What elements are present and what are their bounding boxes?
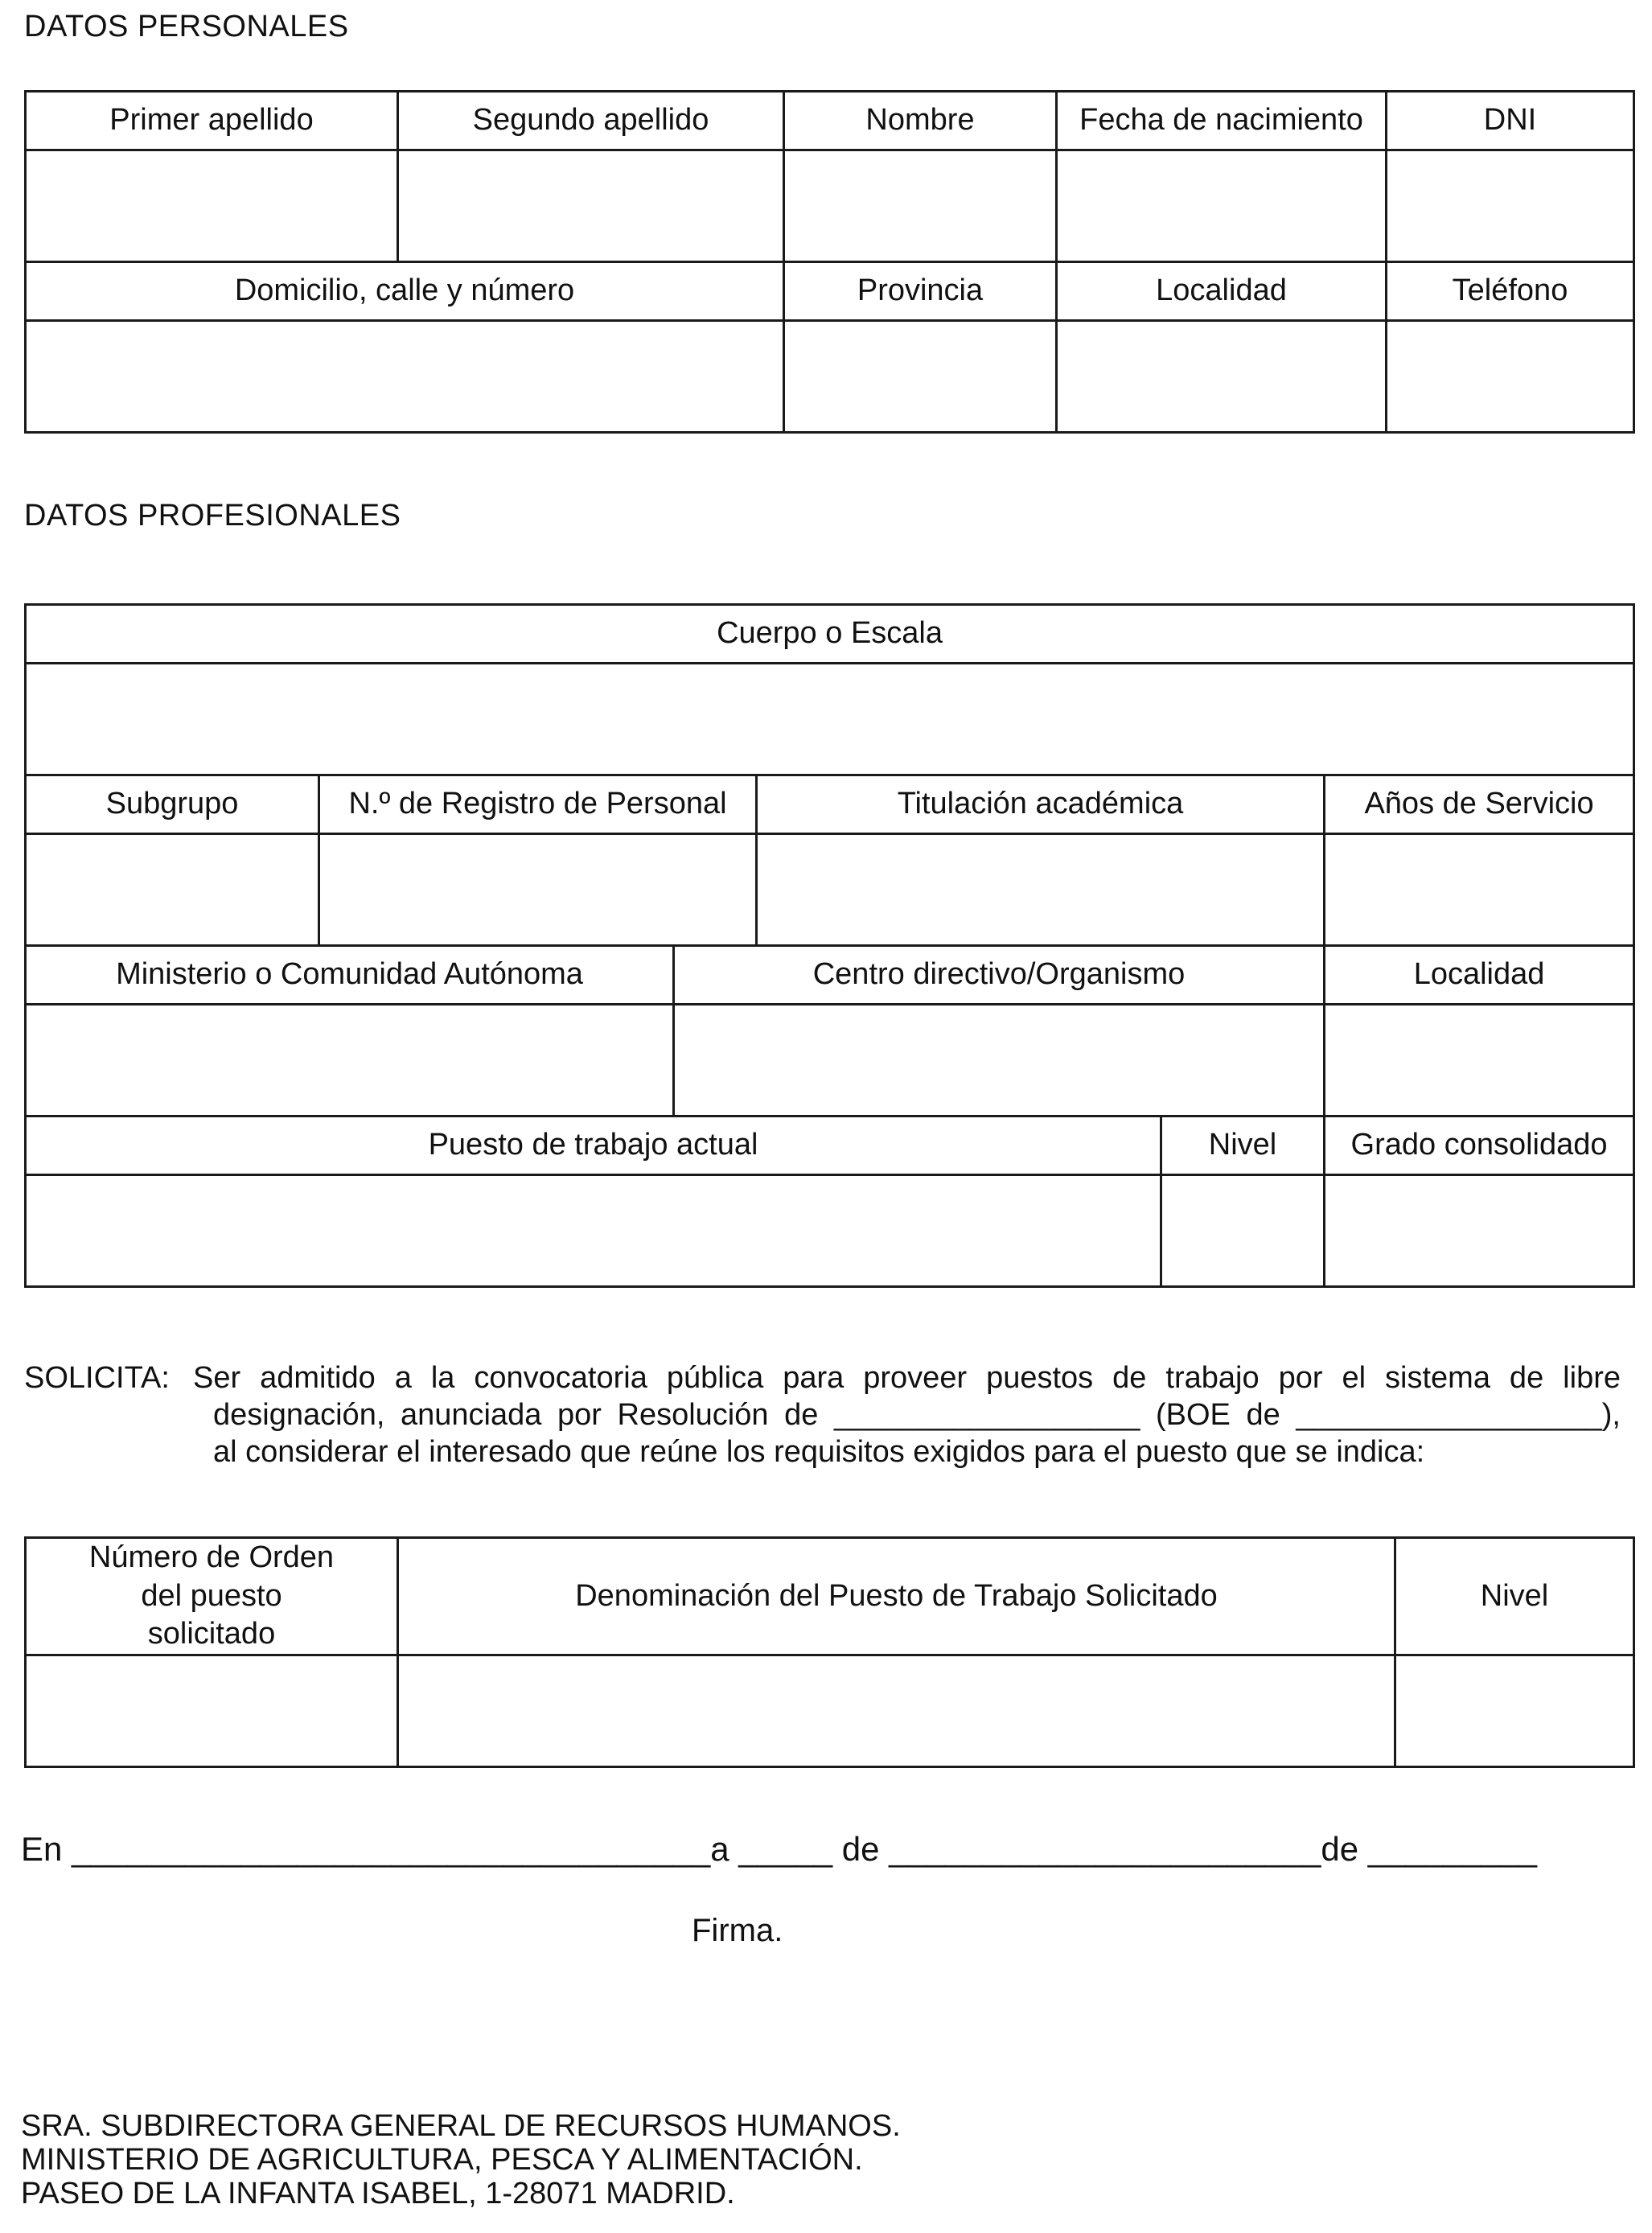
field-localidad[interactable] <box>1057 321 1387 433</box>
field-domicilio[interactable] <box>26 321 784 433</box>
header-grado-consolidado: Grado consolidado <box>1325 1116 1634 1175</box>
field-grado-consolidado[interactable] <box>1325 1175 1634 1287</box>
field-primer-apellido[interactable] <box>26 150 398 262</box>
field-centro-directivo[interactable] <box>674 1005 1325 1116</box>
header-dni: DNI <box>1387 92 1634 150</box>
field-cuerpo-escala[interactable] <box>26 664 1634 775</box>
header-provincia: Provincia <box>784 262 1057 321</box>
field-fecha-nacimiento[interactable] <box>1057 150 1387 262</box>
field-dni[interactable] <box>1387 150 1634 262</box>
field-localidad-prof[interactable] <box>1325 1005 1634 1116</box>
field-nivel[interactable] <box>1161 1175 1325 1287</box>
field-nivel-solicitado[interactable] <box>1395 1655 1634 1766</box>
place-date-line[interactable]: En __________________________________a _____ de _______________________de _________ <box>21 1830 1537 1868</box>
header-titulacion: Titulación académica <box>757 775 1325 834</box>
header-nivel: Nivel <box>1161 1116 1325 1175</box>
signature-label: Firma. <box>692 1913 783 1948</box>
field-denominacion-puesto[interactable] <box>398 1655 1395 1766</box>
field-puesto-actual[interactable] <box>26 1175 1161 1287</box>
header-puesto-actual: Puesto de trabajo actual <box>26 1116 1161 1175</box>
addressee-line-2: MINISTERIO DE AGRICULTURA, PESCA Y ALIMENTACIÓN. <box>21 2143 863 2177</box>
field-numero-orden[interactable] <box>26 1655 398 1766</box>
field-registro-personal[interactable] <box>319 834 757 946</box>
field-anos-servicio[interactable] <box>1325 834 1634 946</box>
section-title-personal: DATOS PERSONALES <box>24 10 349 43</box>
field-segundo-apellido[interactable] <box>398 150 784 262</box>
addressee-line-3: PASEO DE LA INFANTA ISABEL, 1-28071 MADRID. <box>21 2177 735 2210</box>
solicita-line-2: designación, anunciada por Resolución de __________________ (BOE de __________________), <box>213 1398 1621 1432</box>
header-segundo-apellido: Segundo apellido <box>398 92 784 150</box>
header-centro-directivo: Centro directivo/Organismo <box>674 946 1325 1005</box>
header-localidad-prof: Localidad <box>1325 946 1634 1005</box>
field-titulacion[interactable] <box>757 834 1325 946</box>
header-telefono: Teléfono <box>1387 262 1634 321</box>
field-ministerio[interactable] <box>26 1005 674 1116</box>
header-localidad: Localidad <box>1057 262 1387 321</box>
field-provincia[interactable] <box>784 321 1057 433</box>
header-ministerio: Ministerio o Comunidad Autónoma <box>26 946 674 1005</box>
personal-data-table <box>24 90 1635 434</box>
solicita-label: SOLICITA: <box>24 1361 170 1395</box>
addressee-line-1: SRA. SUBDIRECTORA GENERAL DE RECURSOS HUMANOS. <box>21 2109 901 2143</box>
header-denominacion-puesto: Denominación del Puesto de Trabajo Solicitado <box>398 1538 1395 1655</box>
header-cuerpo-escala: Cuerpo o Escala <box>26 605 1634 664</box>
header-anos-servicio: Años de Servicio <box>1325 775 1634 834</box>
header-numero-orden: Número de Orden del puesto solicitado <box>26 1538 398 1655</box>
header-nombre: Nombre <box>784 92 1057 150</box>
solicita-line-1: Ser admitido a la convocatoria pública para proveer puestos de trabajo por el sistema de libre <box>193 1361 1621 1395</box>
header-fecha-nacimiento: Fecha de nacimiento <box>1057 92 1387 150</box>
header-subgrupo: Subgrupo <box>26 775 319 834</box>
header-registro-personal: N.º de Registro de Personal <box>319 775 757 834</box>
solicita-line-3: al considerar el interesado que reúne los requisitos exigidos para el puesto que se indica: <box>213 1435 1425 1469</box>
field-telefono[interactable] <box>1387 321 1634 433</box>
header-primer-apellido: Primer apellido <box>26 92 398 150</box>
field-nombre[interactable] <box>784 150 1057 262</box>
section-title-professional: DATOS PROFESIONALES <box>24 499 401 533</box>
field-subgrupo[interactable] <box>26 834 319 946</box>
header-domicilio: Domicilio, calle y número <box>26 262 784 321</box>
header-nivel-solicitado: Nivel <box>1395 1538 1634 1655</box>
professional-data-table <box>24 603 1635 1288</box>
requested-post-table <box>24 1536 1635 1768</box>
